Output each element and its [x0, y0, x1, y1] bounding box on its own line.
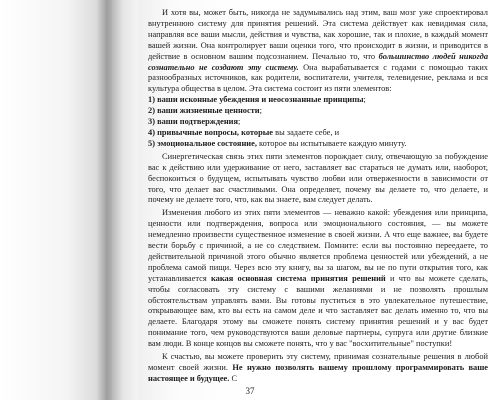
- list-item: 4) привычные вопросы, которые вы задаете себе, и: [148, 127, 340, 137]
- list-item: 5) эмоциональное состояние, которое вы испытываете каждую минуту.: [148, 138, 407, 148]
- elements-list: [148, 95, 488, 150]
- paragraph-4: К счастью, вы можете проверить эту систему, принимая сознательные решения в любой момент своей жизни. Не нужно позволять вашему прошлому программировать ваше настоящее и будущее. С: [148, 352, 488, 383]
- paragraph-2: Синергетическая связь этих пяти элементов порождает силу, отвечающую за побуждение вас к действию или удерживание от него, заставляет вас стараться не думать или, наоборот, беспокоиться о будущем, испытывать чувство любви или отверженности в зависимости от того, что делает вас счастливыми. Она определяет, почему вы делаете то, что делаете, и почему не делаете того, что, как вы знаете, вам следует делать.: [148, 151, 488, 205]
- list-item: 1) ваши исконные убеждения и неосознанные принципы;: [148, 95, 366, 105]
- book-gutter: [112, 0, 140, 400]
- paragraph-1: И хотя вы, может быть, никогда не задумывались над этим, ваш мозг уже спроектировал внутреннюю систему для принятия решений. Эта система действует как невидимая сила, направляя все ваши мысли, действия и чувства, как хорошие, так и плохие, в каждый момент вашей жизни. Она контролирует ваши оценки того, что происходит в жизни, и приводится в действие в основном вашим подсознанием. Печально то, что большинство людей никогда сознательно не создают эту систему. Она вырабатывается с годами с помощью таких разнообразных источников, как родители, воспитатели, учителя, телевидение, реклама и вся культура общества в целом. Эта система состоит из пяти элементов:: [148, 8, 489, 94]
- page-number: 37: [245, 386, 255, 396]
- emphasis-text: большинство людей никогда сознательно не создают эту систему.: [148, 51, 489, 72]
- page-body: [148, 8, 488, 385]
- list-item: 3) ваши подтверждения;: [148, 117, 241, 127]
- paragraph-3: Изменения любого из этих пяти элементов — неважно какой: убеждения или принципа, ценности или подтверждения, вопроса или эмоционального состояния, — вы можете немедленно произвести существенное изменение в своей жизни. А что еще важнее, вы будете вести борьбу с причиной, а не со следствием. Помните: если вы постоянно переедаете, то действительной причиной этого обычно является проблема ценностей или убеждений, а не проблема самой пищи. Через всю эту книгу, вы за шагом, вы не по пути открытия того, как устанавливается какая основная система принятия решений и что вы можете сделать, чтобы согласовать эту систему с вашими желаниями и не позволять прошлым обстоятельствам управлять вами. Вы готовы пуститься в это увлекательное путешествие, открывающее вам, кто вы есть на самом деле и что заставляет вас делать именно то, что вы делаете. Благодаря этому вы сможете понять систему принятия решений и у вас будет понимание того, чем руководствуются ваши деловые партнеры, супруга или другие близкие вам люди. В конце концов вы сможете понять, что у вас "восхитительные" поступки!: [148, 208, 488, 349]
- list-item: 2) ваши жизненные ценности;: [148, 106, 262, 116]
